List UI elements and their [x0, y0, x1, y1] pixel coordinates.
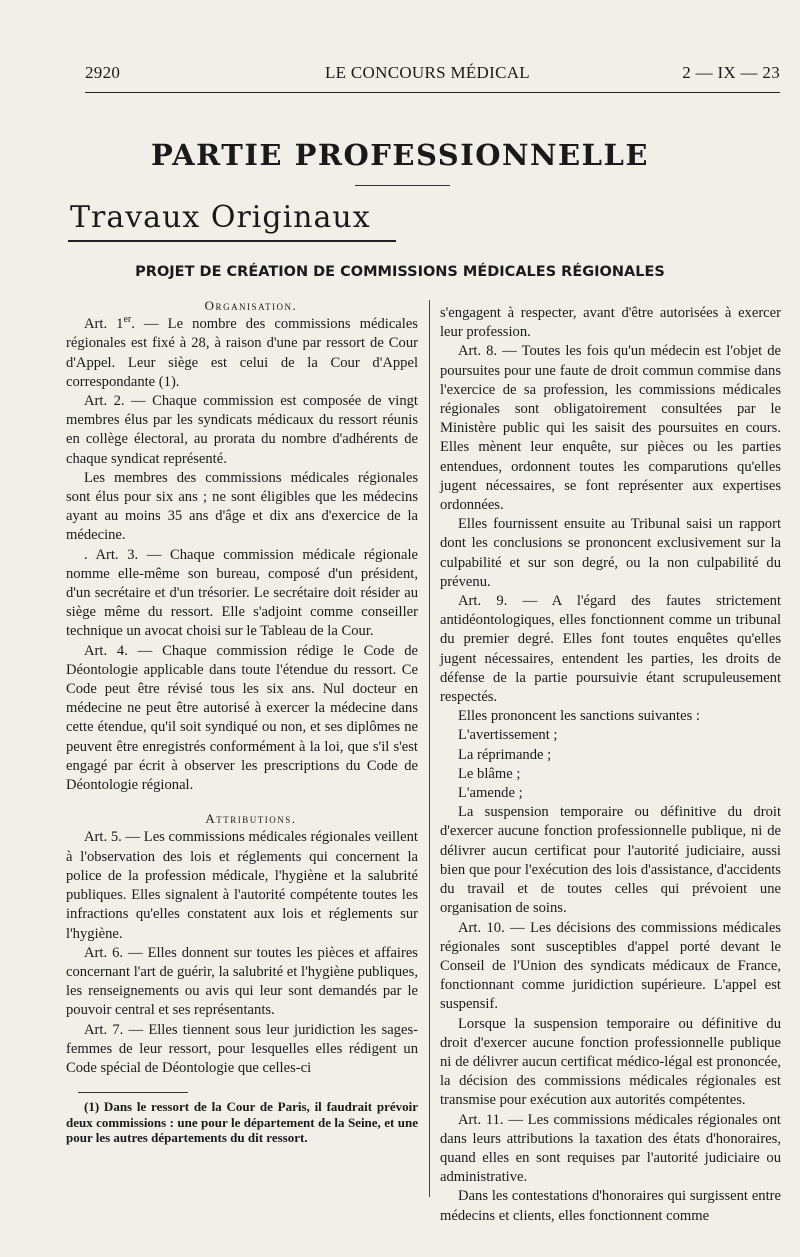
article-9: Art. 9. — A l'égard des fautes strictement antidéontologiques, elles fonctionnent comme un tribunal du premier degré. Elles font toutes enquêtes qu'elles jugent nécessaires, entendent les parties, les droits de défense de la partie poursuivie étant scrupuleusement respectés.	[440, 593, 781, 706]
section-rule	[355, 185, 450, 186]
rubric-rule	[68, 240, 396, 242]
sanction-item: L'amende ;	[458, 785, 523, 802]
article-7: Art. 7. — Elles tiennent sous leur juridiction les sages-femmes de leur ressort, pour lesquelles elles rédigent un Code spécial de Déontologie que celles-ci	[66, 1021, 418, 1076]
article-8-paragraph: Elles fournissent ensuite au Tribunal saisi un rapport dont les conclusions se prononcent exclusivement sur la culpabilité et sur son degré, ou la non culpabilité du prévenu.	[440, 516, 781, 590]
footnote-text: le ressort de la Cour de Paris, il faudrait prévoir deux commissions : une pour le département de la Seine, et une pour les autres départements du dit ressort.	[66, 1099, 418, 1146]
article-1-ordinal: er	[123, 314, 132, 326]
article-11-paragraph: Dans les contestations d'honoraires qui surgissent entre médecins et clients, elles fonctionnent comme	[440, 1188, 781, 1224]
article-4: Art. 4. — Chaque commission rédige le Code de Déontologie applicable dans toute l'étendue du ressort. Ce Code peut être révisé tous les six ans. Nul docteur en médecine ne peut être autorisé à exercer la médecine dans cette étendue, qu'il soit syndiqué ou non, et ses diplômes ne peuvent être enregistrés conformément à la loi, que s'il s'est engagé par écrit à observer les prescriptions du Code de Déontologie régional.	[66, 642, 418, 794]
article-11: Art. 11. — Les commissions médicales régionales ont dans leurs attributions la taxation des états d'honoraires, quand elles en sont requises par l'autorité judiciaire ou administrative.	[440, 1111, 781, 1186]
article-1-label: Art. 1	[84, 316, 124, 333]
issue-date: 2 — IX — 23	[682, 63, 780, 82]
sanction-item: Le blâme ;	[458, 765, 521, 782]
suspension-paragraph: La suspension temporaire ou définitive du droit d'exercer aucune fonction professionnelle publique, ni de délivrer aucun certificat pour l'autorité judiciaire, aussi bien que pour l'exécution des lois d'assistance, d'accidents du travail et de toutes celles qui prévoient une organisation de soins.	[440, 804, 781, 917]
article-10: Art. 10. — Les décisions des commissions médicales régionales sont susceptibles d'appel porté devant le Conseil de l'Union des syndicats médicaux de France, fonctionnant comme juridiction supérieure. L'appel est suspensif.	[440, 919, 781, 1013]
section-title: PARTIE PROFESSIONNELLE	[150, 138, 650, 172]
article-1-text: . — Le nombre des commissions médicales régionales est fixé à 28, à raison d'une par ressort de Cour d'Appel. Leur siège est celui de la Cour d'Appel correspondante (1).	[66, 316, 418, 390]
article-2: Art. 2. — Chaque commission est composée de vingt membres élus par les syndicats médicaux du ressort réunis en collège électoral, au prorata du nombre d'adhérents de chaque syndicat représenté.	[66, 393, 418, 467]
right-column	[440, 304, 781, 1226]
article-5: Art. 5. — Les commissions médicales régionales veillent à l'observation des lois et réglements qui concernent la police de la profession médicale, l'hygiène et la salubrité publiques. Elles signalent à l'autorité compétente toutes les infractions qu'elles constatent aux lois et réglements sur l'hygiène.	[66, 829, 418, 942]
footnote	[66, 1099, 418, 1146]
article-7-continuation: s'engagent à respecter, avant d'être autorisées à exercer leur profession.	[440, 305, 781, 341]
article-1	[66, 315, 418, 392]
article-10-paragraph: Lorsque la suspension temporaire ou définitive du droit d'exercer aucune fonction professionnelle publique ni de délivrer aucun certificat médico-légal est prononcée, la décision des commissions médicales régionales est transmise pour exécution aux autorités compétentes.	[440, 1015, 781, 1109]
subhead-organisation: Organisation.	[204, 298, 298, 313]
sanction-item: La réprimande ;	[458, 746, 552, 763]
subhead-attributions: Attributions.	[205, 811, 297, 827]
article-6: Art. 6. — Elles donnent sur toutes les pièces et affaires concernant l'art de guérir, la salubrité et l'hygiène publiques, les renseignements ou avis qui leur sont demandés par le pouvoir central et ses représentants.	[66, 944, 418, 1019]
footnote-rule	[78, 1092, 188, 1093]
article-2-paragraph: Les membres des commissions médicales régionales sont élus pour six ans ; ne sont éligibles que les médecins ayant au moins 35 ans d'âge et dix ans d'exercice de la médecine.	[66, 469, 418, 544]
column-divider	[429, 300, 430, 1197]
header-rule	[85, 92, 780, 93]
running-header	[85, 63, 780, 87]
article-title: PROJET DE CRÉATION DE COMMISSIONS MÉDICALES RÉGIONALES	[135, 264, 665, 280]
left-column	[66, 296, 418, 1146]
page-number: 2920	[85, 63, 121, 82]
rubric-title: Travaux Originaux	[70, 200, 371, 235]
sanctions-intro: Elles prononcent les sanctions suivantes :	[458, 708, 700, 725]
footnote-marker: (1) Dans	[84, 1099, 133, 1115]
sanction-item: L'avertissement ;	[458, 727, 558, 744]
article-3: . Art. 3. — Chaque commission médicale régionale nomme elle-même son bureau, composé d'un président, d'un secrétaire et d'un trésorier. Le secrétaire doit résider au siège même du ressort. Elle s'adjoint comme conseiller technique un avocat choisi sur le Tableau de la Cour.	[66, 546, 418, 640]
journal-title: LE CONCOURS MÉDICAL	[325, 63, 530, 82]
article-8: Art. 8. — Toutes les fois qu'un médecin est l'objet de poursuites pour une faute de droit commun commise dans l'exercice de sa profession, les commissions médicales régionales sont obligatoirement consultées par le Ministère public qui les saisit des poursuites en cours. Elles mènent leur enquête, sur pièces ou les parties entendues, ordonnent toutes les comparutions qu'elles jugent nécessaires, se font représenter aux expertises ordonnées.	[440, 343, 781, 514]
